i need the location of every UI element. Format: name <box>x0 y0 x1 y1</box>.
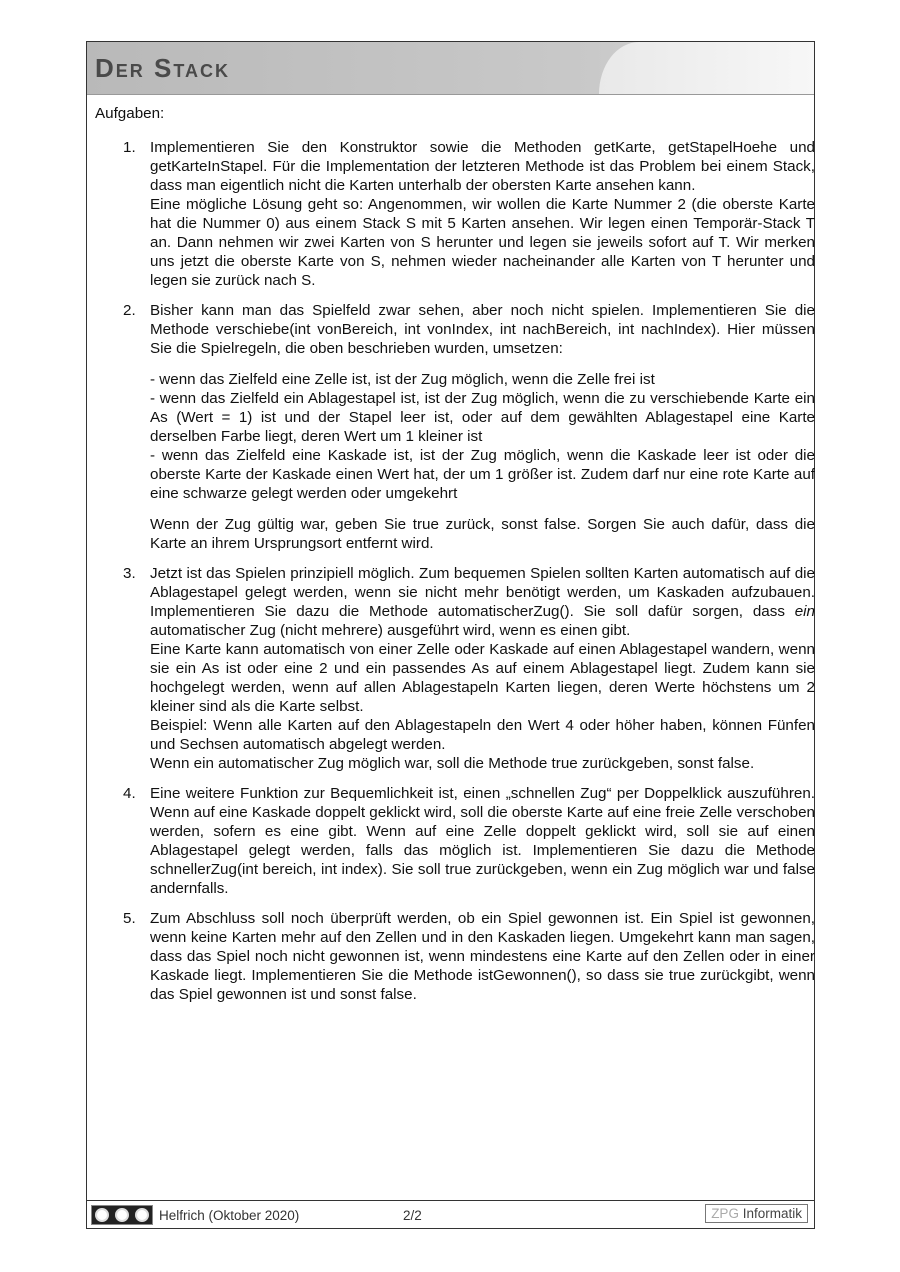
page-number: 2/2 <box>403 1208 422 1223</box>
task-number: 4. <box>123 785 136 802</box>
task-text: Wenn ein automatischer Zug möglich war, soll die Methode true zurückgeben, sonst false. <box>150 755 755 772</box>
cc-by-nc-sa-icon <box>91 1205 153 1225</box>
task-text: Bisher kann man das Spielfeld zwar sehen, aber noch nicht spielen. Implementieren Sie die Methode verschiebe(int vonBereich, int vonIndex, int nachBereich, int nachIndex). Hier müssen Sie die Spielregeln, die oben beschrieben wurden, umsetzen: <box>150 302 815 357</box>
tasks-heading: Aufgaben: <box>95 105 165 122</box>
task-number: 2. <box>123 302 136 319</box>
task-2 <box>95 301 815 553</box>
task-3 <box>95 564 815 773</box>
rule-item: - wenn das Zielfeld eine Zelle ist, ist der Zug möglich, wenn die Zelle frei ist <box>150 371 655 388</box>
worksheet-page <box>86 41 815 1229</box>
task-text: Wenn der Zug gültig war, geben Sie true zurück, sonst false. Sorgen Sie auch dafür, dass die Karte an ihrem Ursprungsort entfernt wird. <box>150 516 815 552</box>
rule-item: - wenn das Zielfeld eine Kaskade ist, ist der Zug möglich, wenn die Kaskade leer ist oder die oberste Karte der Kaskade einen Wert hat, der um 1 größer ist. Zudem darf nur eine rote Karte auf eine schwarze gelegt werden oder umgekehrt <box>150 447 815 502</box>
page-footer <box>87 1200 814 1229</box>
task-number: 5. <box>123 910 136 927</box>
task-text: Zum Abschluss soll noch überprüft werden, ob ein Spiel gewonnen ist. Ein Spiel ist gewonnen, wenn keine Karten mehr auf den Zellen und in den Kaskaden liegen. Umgekehrt kann man sagen, dass das Spiel noch nicht gewonnen ist, wenn mindestens eine Karte auf den Zellen oder in einer Kaskade liegt. Implementieren Sie die Methode istGewonnen(), so dass sie true zurückgibt, wenn das Spiel gewonnen ist und sonst false. <box>150 910 815 1003</box>
task-list <box>95 138 815 1004</box>
emphasis: ein <box>794 603 815 620</box>
rule-item: - wenn das Zielfeld ein Ablagestapel ist, ist der Zug möglich, wenn die zu verschiebende Karte ein As (Wert = 1) ist und der Stapel leer ist, oder auf dem gewählten Ablagestapel eine Karte derselben Farbe liegt, deren Wert um 1 kleiner ist <box>150 390 815 445</box>
header-decoration <box>599 42 814 94</box>
task-number: 1. <box>123 139 136 156</box>
task-4 <box>95 784 815 898</box>
author-credit: Helfrich (Oktober 2020) <box>159 1208 300 1223</box>
task-text: Beispiel: Wenn alle Karten auf den Ablagestapeln den Wert 4 oder höher haben, können Fünfen und Sechsen automatisch abgelegt werden. <box>150 717 815 753</box>
task-5 <box>95 909 815 1004</box>
page-header <box>87 42 814 95</box>
task-text: Jetzt ist das Spielen prinzipiell möglich. Zum bequemen Spielen sollten Karten automatisch auf die Ablagestapel gelegt werden, wenn sie nicht mehr benötigt werden, um Kaskaden aufzubauen. Implementieren Sie dazu die Methode automatischerZug(). Sie soll dafür sorgen, dass ein automatischer Zug (nicht mehrere) ausgeführt wird, wenn es einen gibt. <box>150 565 815 639</box>
task-1 <box>95 138 815 290</box>
brand-label: ZPG Informatik <box>705 1204 808 1223</box>
task-text: Eine weitere Funktion zur Bequemlichkeit ist, einen „schnellen Zug“ per Doppelklick auszuführen. Wenn auf eine Kaskade doppelt geklickt wird, soll die oberste Karte auf eine freie Zelle verschoben werden, sofern es eine gibt. Wenn auf eine Zelle doppelt geklickt wird, soll sie auf einen Ablagestapel gelegt werden, falls das möglich ist. Implementieren Sie dazu die Methode schnellerZug(int bereich, int index). Sie soll true zurückgeben, wenn ein Zug möglich war und false andernfalls. <box>150 785 815 897</box>
task-text: Eine mögliche Lösung geht so: Angenommen, wir wollen die Karte Nummer 2 (die oberste Karte hat die Nummer 0) aus einem Stack S mit 5 Karten ansehen. Wir legen einen Temporär-Stack T an. Dann nehmen wir zwei Karten von S herunter und legen sie jeweils sofort auf T. Wir merken uns jetzt die oberste Karte von S, nehmen wieder nacheinander alle Karten von T herunter und legen sie zurück nach S. <box>150 196 815 289</box>
task-text: Eine Karte kann automatisch von einer Zelle oder Kaskade auf einen Ablagestapel wandern, wenn sie ein As ist oder eine 2 und ein passendes As auf einem Ablagestapel liegt. Zudem kann sie hochgelegt werden, wenn auf allen Ablagestapeln Karten liegen, deren Werte höchstens um 2 kleiner sind als die Karte selbst. <box>150 641 815 715</box>
page-title: Der Stack <box>95 53 231 83</box>
task-text: Implementieren Sie den Konstruktor sowie die Methoden getKarte, getStapelHoehe und getKarteInStapel. Für die Implementation der letzteren Methode ist das Problem bei einem Stack, dass man eigentlich nicht die Karten unterhalb der obersten Karte ansehen kann. <box>150 139 815 194</box>
task-number: 3. <box>123 565 136 582</box>
task-content <box>95 104 815 1015</box>
